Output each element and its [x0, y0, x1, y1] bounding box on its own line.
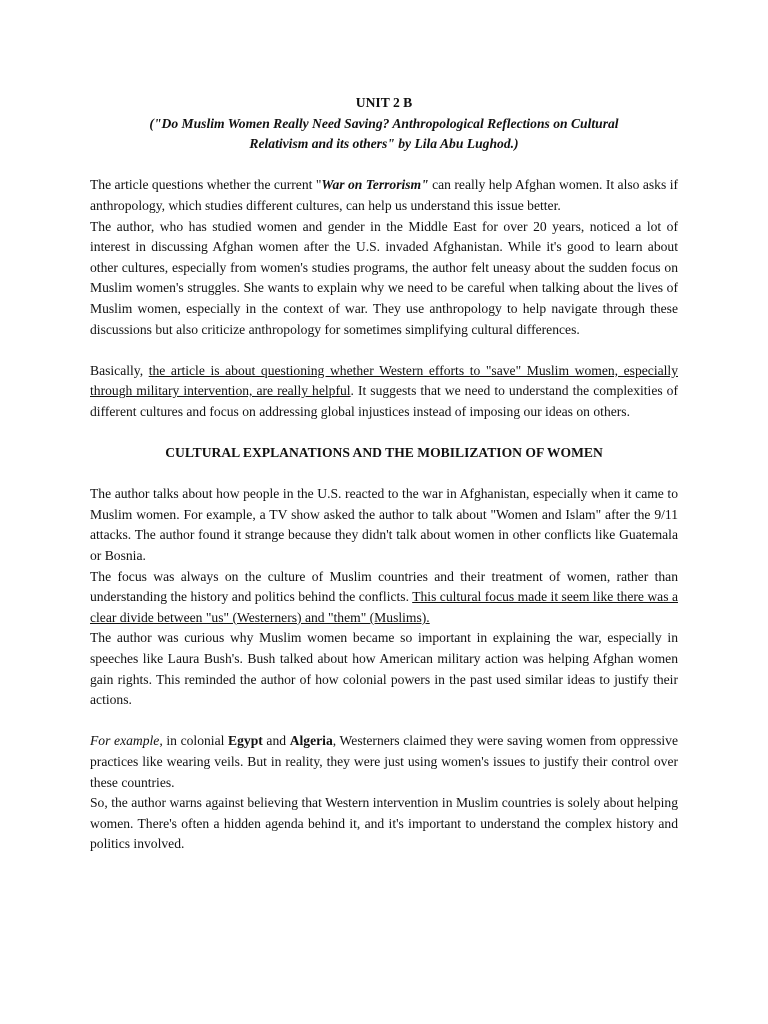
bold-egypt: Egypt — [228, 733, 263, 749]
subtitle-line-1: ("Do Muslim Women Really Need Saving? Anthropological Reflections on Cultural — [149, 115, 619, 131]
text-run: The article questions whether the current " — [90, 177, 322, 193]
text-run: , Westerners claimed they were saving women from oppressive practices like wearing veils. But in reality, they were just using women's issues to justify their control over these countries. — [90, 733, 678, 790]
spacer — [90, 155, 678, 176]
war-on-terrorism-phrase: War on Terrorism" — [321, 177, 429, 193]
bold-algeria: Algeria — [289, 733, 333, 749]
text-run: can really help Afghan women. It also asks if anthropology, which studies different cultures, can help us understand this issue better. — [90, 177, 678, 213]
spacer — [90, 464, 678, 485]
paragraph-colonial-example — [90, 731, 678, 793]
italic-phrase: For example, — [90, 733, 163, 749]
underlined-phrase: the article is about questioning whether Western efforts to "save" Muslim women, especially through military intervention, are really helpful — [90, 362, 678, 399]
paragraph-summary — [90, 361, 678, 423]
unit-title: UNIT 2 B — [355, 95, 413, 110]
paragraph-us-reaction: The author talks about how people in the U.S. reacted to the war in Afghanistan, especially when it came to Muslim women. For example, a TV show asked the author to talk about "Women and Islam" after the 9/11 attacks. The author found it strange because they didn't talk about women in other conflicts like Guatemala or Bosnia. — [90, 486, 678, 564]
paragraph-laura-bush: The author was curious why Muslim women became so important in explaining the war, especially in speeches like Laura Bush's. Bush talked about how American military action was helping Afghan women gain rights. This reminded the author of how colonial powers in the past used similar ideas to justify their actions. — [90, 630, 678, 708]
spacer — [90, 423, 678, 444]
paragraph-intro — [90, 175, 678, 216]
spacer — [90, 340, 678, 361]
text-run: . It suggests that we need to understand the complexities of different cultures and focus on addressing global injustices instead of imposing our ideas on others. — [90, 383, 678, 419]
text-run: and — [262, 733, 290, 749]
underlined-phrase: This cultural focus made it seem like there was a clear divide between "us" (Westerners) and "them" (Muslims). — [90, 589, 678, 625]
document-page — [90, 93, 678, 855]
text-run: The focus was always on the culture of Muslim countries and their treatment of women, rather than understanding the history and politics behind the conflicts. — [90, 568, 678, 605]
paragraph-author-background: The author, who has studied women and gender in the Middle East for over 20 years, noticed a lot of interest in discussing Afghan women after the U.S. invaded Afghanistan. While it's good to learn about other cultures, especially from women's studies programs, the author felt uneasy about the sudden focus on Muslim women's struggles. She wants to explain why we need to be careful when talking about the lives of Muslim women, especially in the context of war. They use anthropology to help navigate through these discussions but also criticize anthropology for sometimes simplifying cultural differences. — [90, 218, 678, 337]
text-run: in colonial — [162, 733, 229, 749]
article-subtitle — [90, 114, 678, 155]
paragraph-conclusion: So, the author warns against believing that Western intervention in Muslim countries is solely about helping women. There's often a hidden agenda behind it, and it's important to understand the complex history and politics involved. — [90, 795, 678, 852]
text-run: Basically, — [90, 362, 149, 378]
spacer — [90, 711, 678, 732]
paragraph-cultural-focus — [90, 567, 678, 629]
section-heading: CULTURAL EXPLANATIONS AND THE MOBILIZATION OF WOMEN — [165, 445, 603, 461]
subtitle-line-2: Relativism and its others" by Lila Abu Lughod.) — [249, 136, 519, 152]
